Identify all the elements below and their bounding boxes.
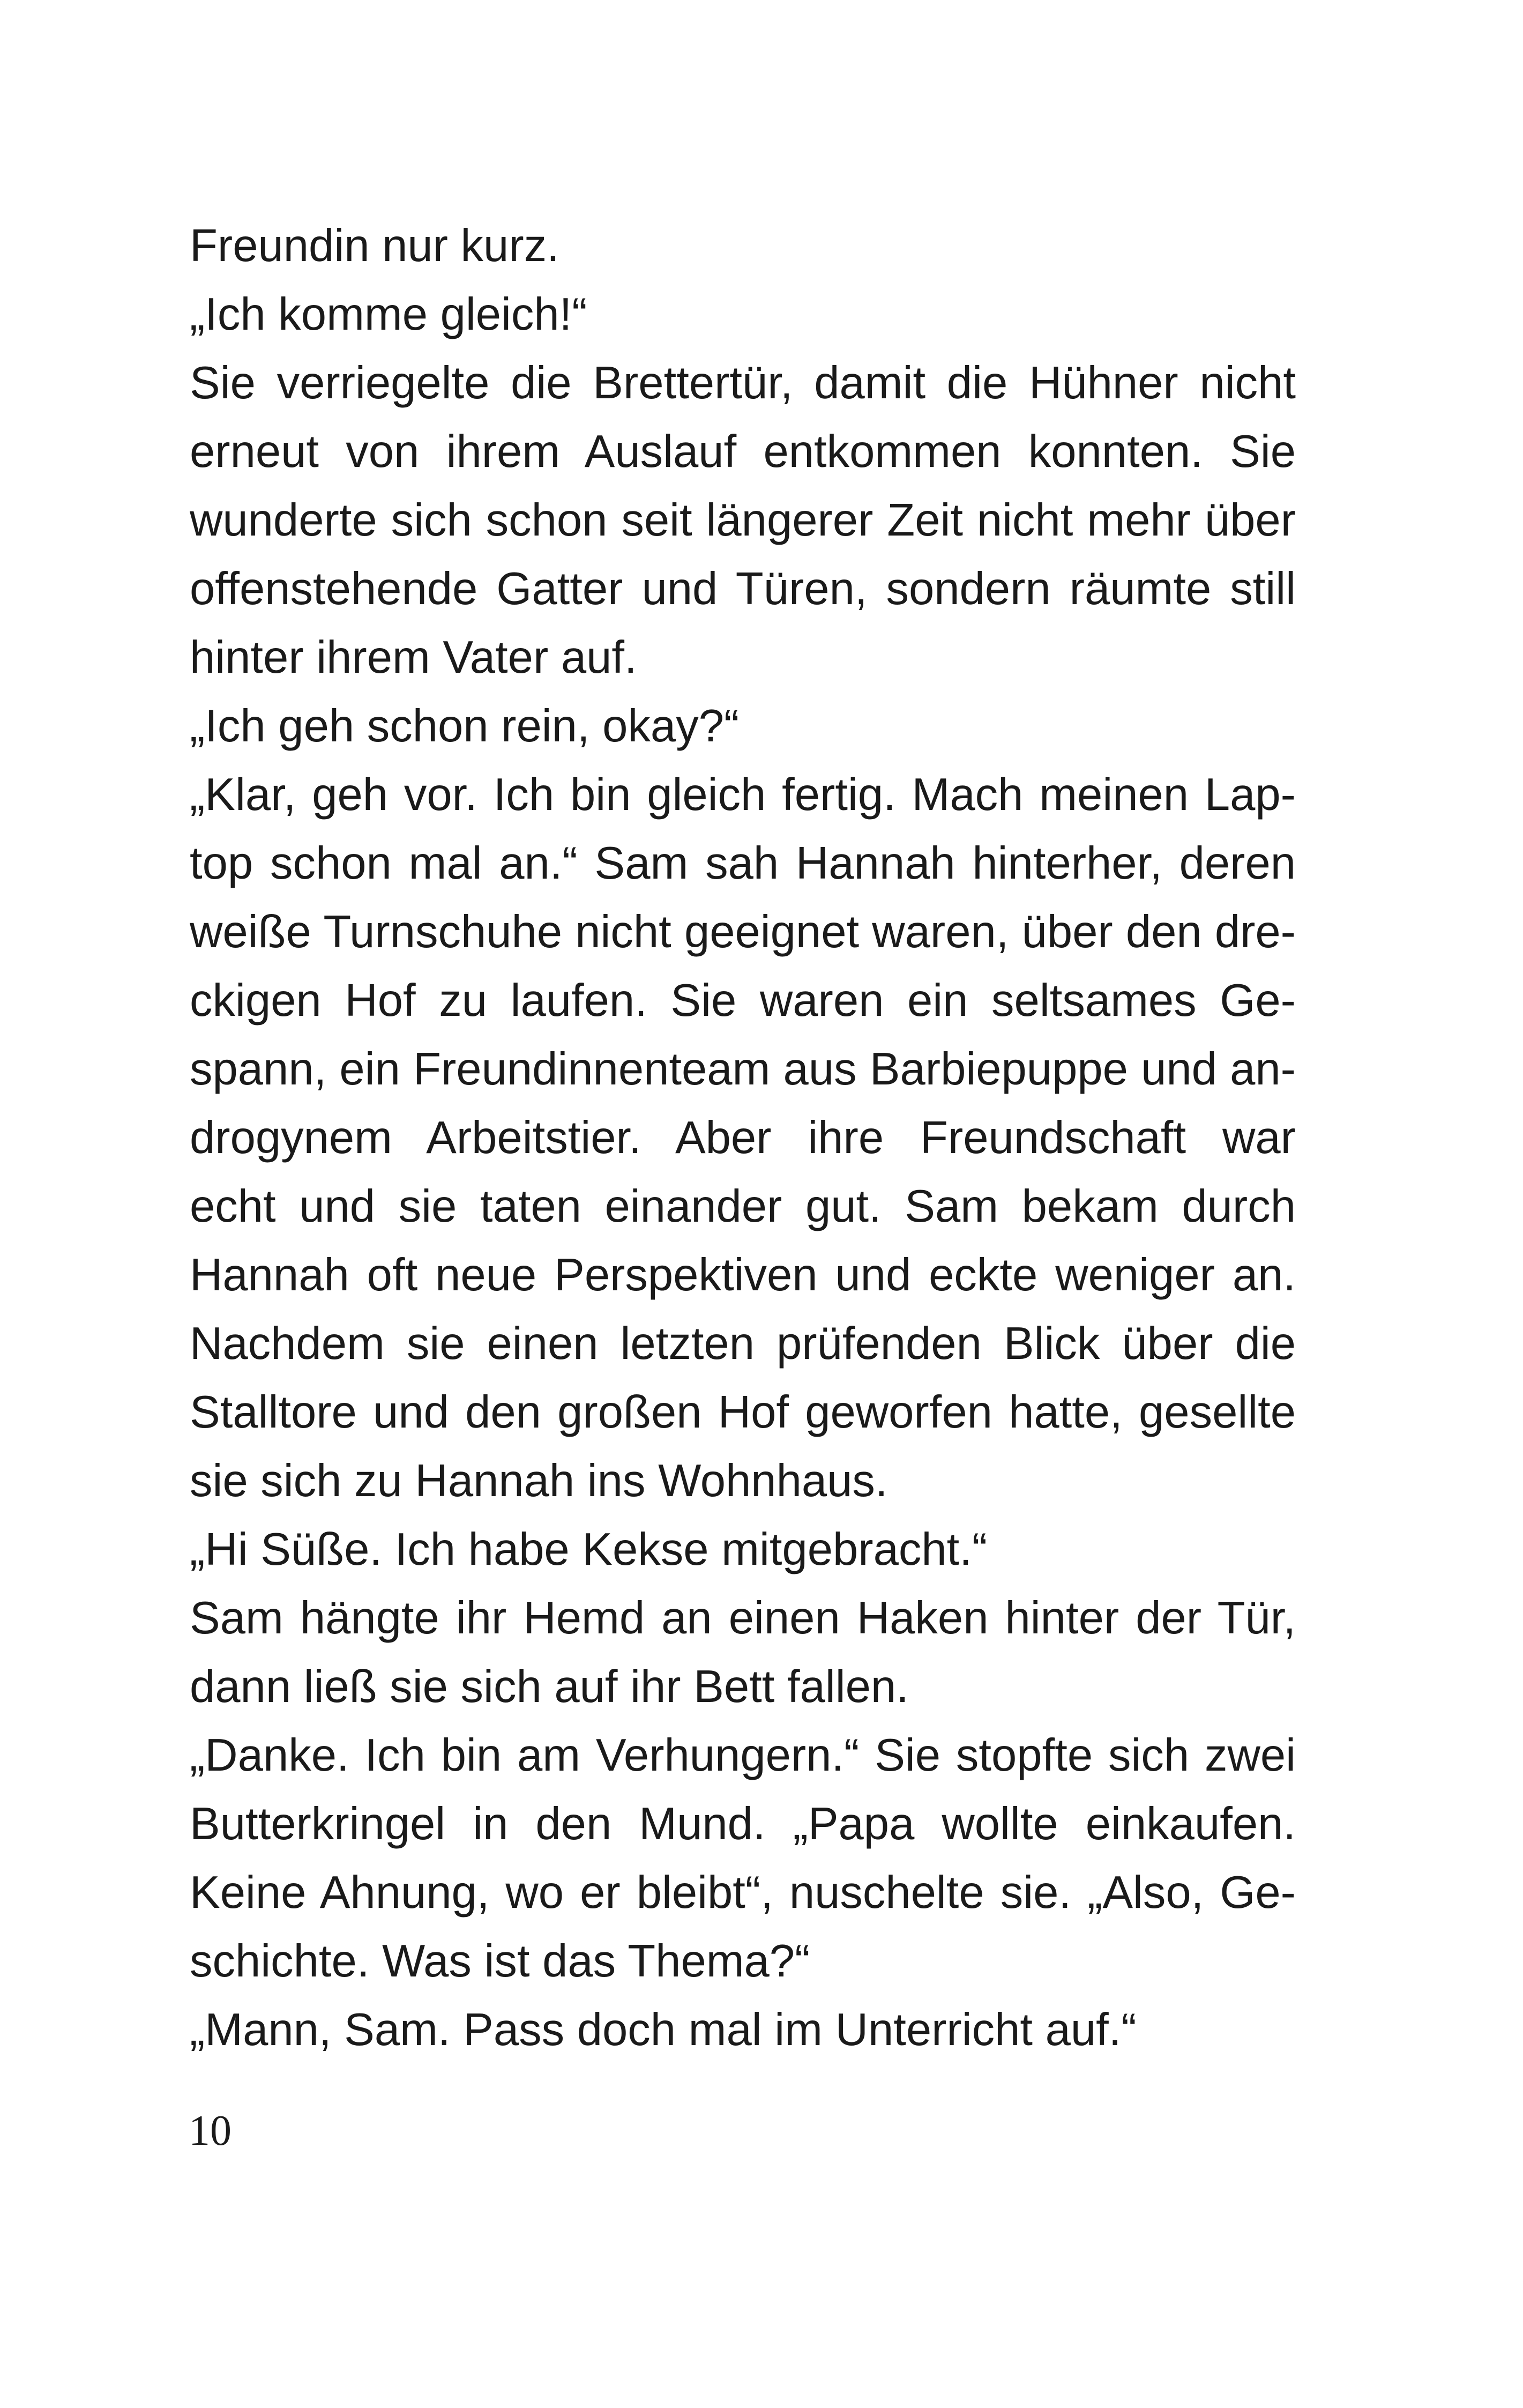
text-line: spann, ein Freundinnenteam aus Barbiepuppe und an- (190, 1044, 1296, 1095)
text-line: Sam hängte ihr Hemd an einen Haken hinter der Tür, (190, 1593, 1296, 1644)
text-line: „Hi Süße. Ich habe Kekse mitgebracht.“ (190, 1524, 988, 1575)
text-line: ckigen Hof zu laufen. Sie waren ein seltsames Ge- (190, 975, 1296, 1026)
text-line: Freundin nur kurz. (190, 220, 559, 271)
text-line: sie sich zu Hannah ins Wohnhaus. (190, 1455, 888, 1506)
text-line: Butterkringel in den Mund. „Papa wollte einkaufen. (190, 1798, 1296, 1849)
text-line: offenstehende Gatter und Türen, sondern räumte still (190, 563, 1296, 614)
text-line: drogynem Arbeitstier. Aber ihre Freundschaft war (190, 1112, 1296, 1163)
text-line: „Mann, Sam. Pass doch mal im Unterricht auf.“ (190, 2004, 1137, 2055)
text-line: Nachdem sie einen letzten prüfenden Blick über die (190, 1318, 1296, 1369)
body-text (190, 212, 1296, 2064)
text-line: Sie verriegelte die Brettertür, damit die Hühner nicht (190, 358, 1296, 408)
text-line: „Danke. Ich bin am Verhungern.“ Sie stopfte sich zwei (190, 1730, 1296, 1781)
text-line: „Ich komme gleich!“ (190, 289, 587, 340)
text-line: Hannah oft neue Perspektiven und eckte weniger an. (190, 1250, 1296, 1300)
text-line: echt und sie taten einander gut. Sam bekam durch (190, 1181, 1296, 1232)
text-line: schichte. Was ist das Thema?“ (190, 1936, 810, 1987)
text-line: top schon mal an.“ Sam sah Hannah hinterher, deren (190, 838, 1296, 889)
text-line: Stalltore und den großen Hof geworfen hatte, gesellte (190, 1387, 1296, 1438)
text-line: weiße Turnschuhe nicht geeignet waren, über den dre- (190, 906, 1296, 957)
text-line: Keine Ahnung, wo er bleibt“, nuschelte sie. „Also, Ge- (190, 1867, 1296, 1918)
text-line: erneut von ihrem Auslauf entkommen konnten. Sie (190, 426, 1296, 477)
text-line: „Ich geh schon rein, okay?“ (190, 701, 740, 752)
text-line: „Klar, geh vor. Ich bin gleich fertig. Mach meinen Lap- (190, 769, 1296, 820)
text-line: dann ließ sie sich auf ihr Bett fallen. (190, 1661, 909, 1712)
text-line: hinter ihrem Vater auf. (190, 632, 637, 683)
page-number: 10 (189, 2107, 232, 2154)
text-line: wunderte sich schon seit längerer Zeit nicht mehr über (190, 495, 1296, 546)
